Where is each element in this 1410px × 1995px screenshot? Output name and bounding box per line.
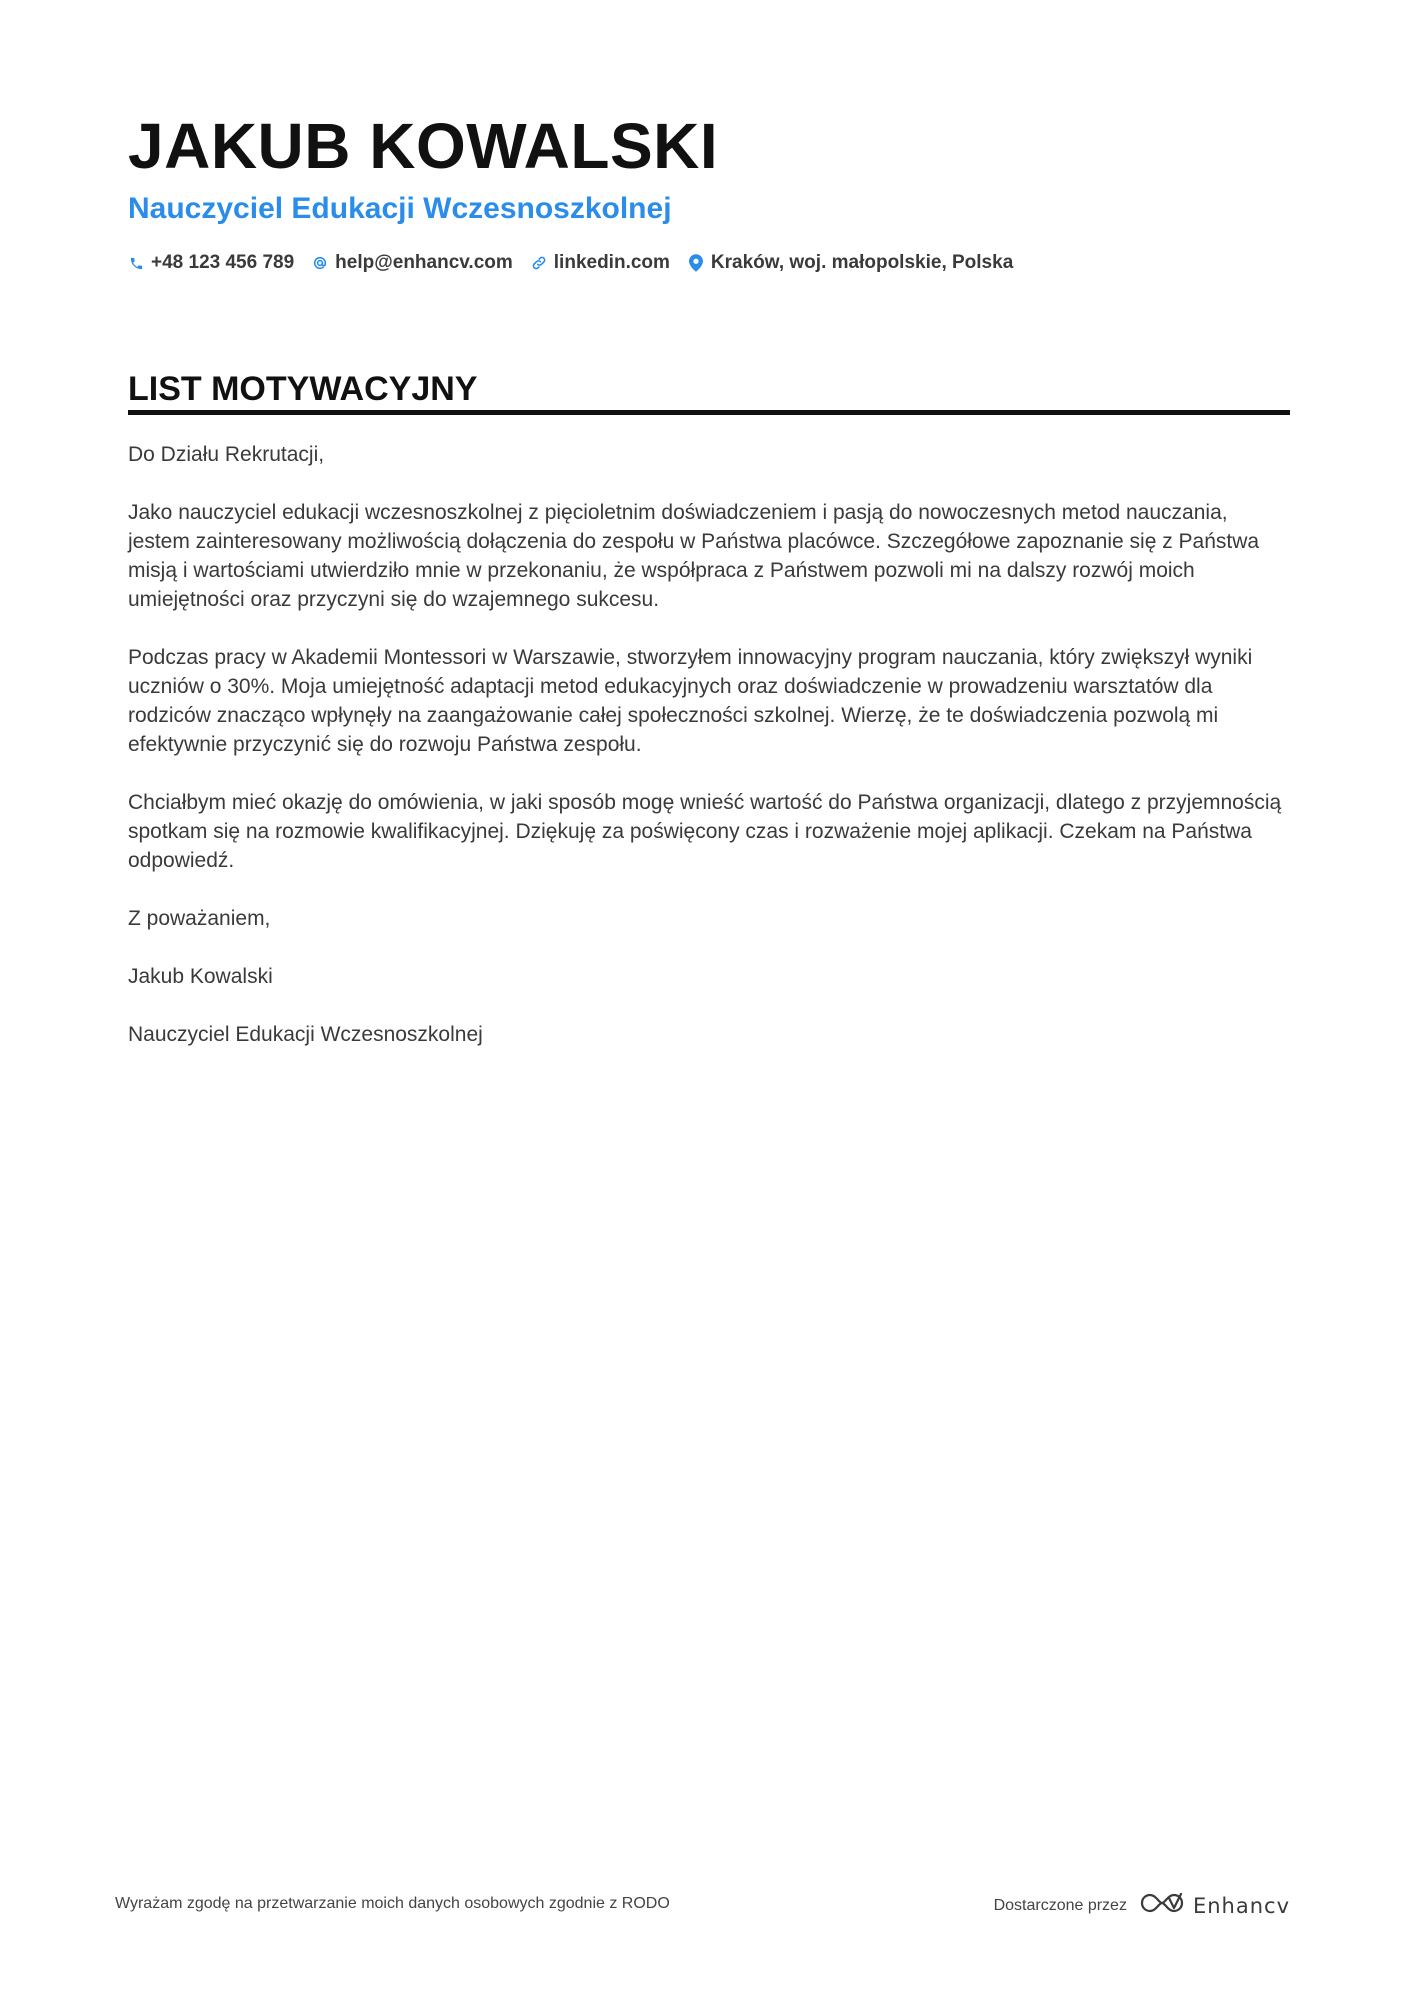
contact-location-text: Kraków, woj. małopolskie, Polska (710, 252, 1014, 273)
phone-icon (128, 254, 144, 272)
enhancv-brand[interactable] (1139, 1890, 1290, 1921)
contact-phone[interactable] (128, 252, 294, 274)
letter-paragraph-2: Podczas pracy w Akademii Montessori w Warszawie, stworzyłem innowacyjny program nauczania, który zwiększył wyniki uczniów o 30%. Moja umiejętność adaptacji metod edukacyjnych oraz doświadczenie w prowadzeniu warsztatów dla rodziców znacząco wpłynęły na zaangażowanie całej społeczności szkolnej. Wierzę, że te doświadczenia pozwolą mi efektywnie przyczynić się do rozwoju Państwa zespołu. (128, 646, 1253, 756)
contact-linkedin[interactable] (531, 252, 670, 274)
signature-role: Nauczyciel Edukacji Wczesnoszkolnej (128, 1023, 483, 1046)
letter-paragraph-1: Jako nauczyciel edukacji wczesnoszkolnej z pięcioletnim doświadczeniem i pasją do nowoczesnych metod nauczania, jestem zainteresowany możliwością dołączenia do zespołu w Państwa placówce. Szczegółowe zapoznanie się z Państwa misją i wartościami utwierdziło mnie w przekonaniu, że współpraca z Państwem pozwoli mi na dalszy rozwój moich umiejętności oraz przyczyni się do wzajemnego sukcesu. (128, 501, 1260, 611)
letter-closing: Z poważaniem, (128, 907, 271, 930)
powered-by (994, 1890, 1290, 1921)
enhancv-logo-icon (1139, 1890, 1185, 1921)
candidate-name: JAKUB KOWALSKI (128, 110, 719, 182)
contact-email[interactable] (312, 252, 513, 274)
letter-paragraph-3: Chciałbym mieć okazję do omówienia, w jaki sposób mogę wnieść wartość do Państwa organizacji, dlatego z przyjemnością spotkam się na rozmowie kwalifikacyjnej. Dziękuję za poświęcony czas i rozważenie mojej aplikacji. Czekam na Państwa odpowiedź. (128, 791, 1282, 872)
link-icon (531, 254, 547, 272)
contact-email-text: help@enhancv.com (335, 252, 513, 273)
letter-greeting: Do Działu Rekrutacji, (128, 443, 325, 466)
contact-linkedin-text: linkedin.com (553, 252, 670, 273)
at-icon (312, 254, 328, 272)
candidate-role: Nauczyciel Edukacji Wczesnoszkolnej (128, 192, 672, 225)
section-divider (128, 410, 1290, 415)
letter-body (128, 440, 1290, 1078)
gdpr-consent: Wyrażam zgodę na przetwarzanie moich danych osobowych zgodnie z RODO (115, 1895, 670, 1912)
section-title: LIST MOTYWACYJNY (128, 370, 478, 408)
signature-name: Jakub Kowalski (128, 965, 273, 988)
powered-by-label: Dostarczone przez (993, 1896, 1127, 1914)
location-pin-icon (688, 254, 704, 272)
contact-phone-text: +48 123 456 789 (151, 252, 295, 273)
enhancv-brand-name: Enhancv (1192, 1893, 1290, 1918)
contact-bar (128, 252, 1013, 274)
contact-location (688, 252, 1013, 274)
